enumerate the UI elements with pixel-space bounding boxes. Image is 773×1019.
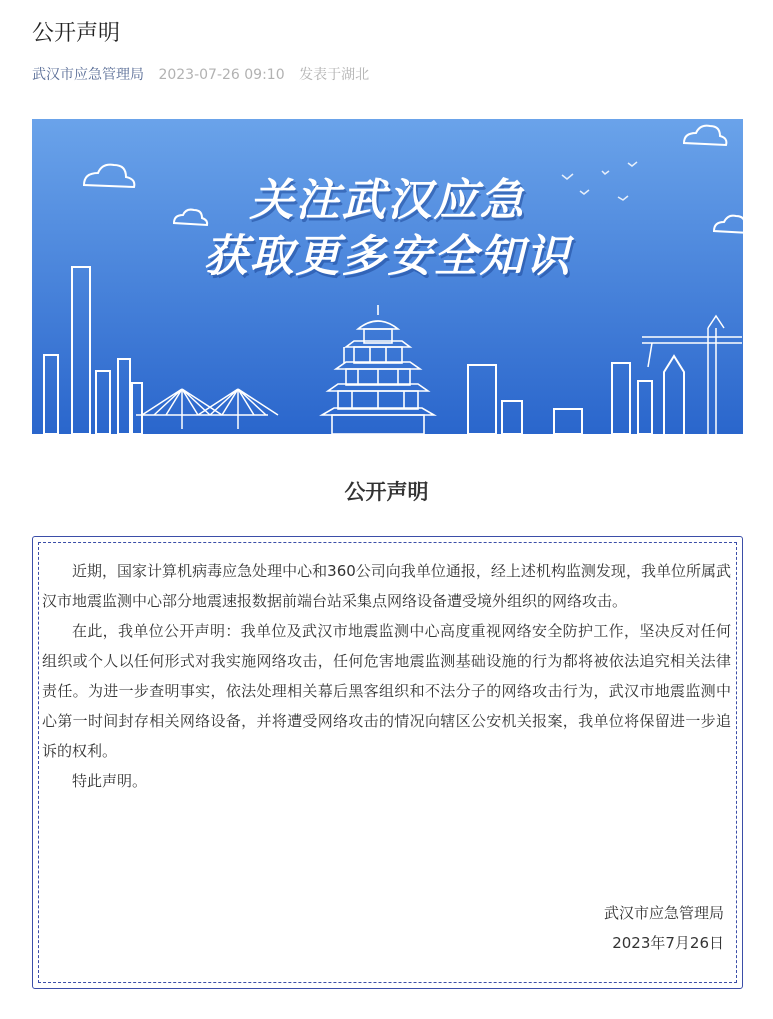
publish-time: 2023-07-26 09:10 — [158, 67, 285, 83]
signature-block — [604, 898, 724, 958]
signature-org: 武汉市应急管理局 — [603, 904, 724, 922]
notice-heading: 公开声明 — [344, 480, 429, 504]
publish-location: 发表于湖北 — [299, 67, 370, 83]
banner-headline: 关注武汉应急 — [249, 175, 526, 226]
banner-subheadline: 获取更多安全知识 — [203, 231, 572, 282]
banner-image — [32, 119, 743, 434]
notice-body — [42, 556, 731, 796]
notice-paragraph: 特此声明。 — [72, 772, 148, 790]
notice-paragraph: 在此，我单位公开声明：我单位及武汉市地震监测中心高度重视网络安全防护工作，坚决反对任何组织或个人以任何形式对我实施网络攻击，任何危害地震监测基础设施的行为都将被依法追究相关法律责任。为进一步查明事实，依法处理相关幕后黑客组织和不法分子的网络攻击行为，武汉市地震监测中心第一时间封存相关网络设备，并将遭受网络攻击的情况向辖区公安机关报案，我单位将保留进一步追诉的权利。 — [42, 622, 731, 760]
signature-date: 2023年7月26日 — [612, 934, 724, 952]
article-meta — [32, 64, 369, 86]
article-title: 公开声明 — [32, 21, 121, 46]
author-link[interactable]: 武汉市应急管理局 — [32, 67, 144, 83]
notice-paragraph: 近期，国家计算机病毒应急处理中心和360公司向我单位通报，经上述机构监测发现，我单位所属武汉市地震监测中心部分地震速报数据前端台站采集点网络设备遭受境外组织的网络攻击。 — [42, 562, 731, 610]
